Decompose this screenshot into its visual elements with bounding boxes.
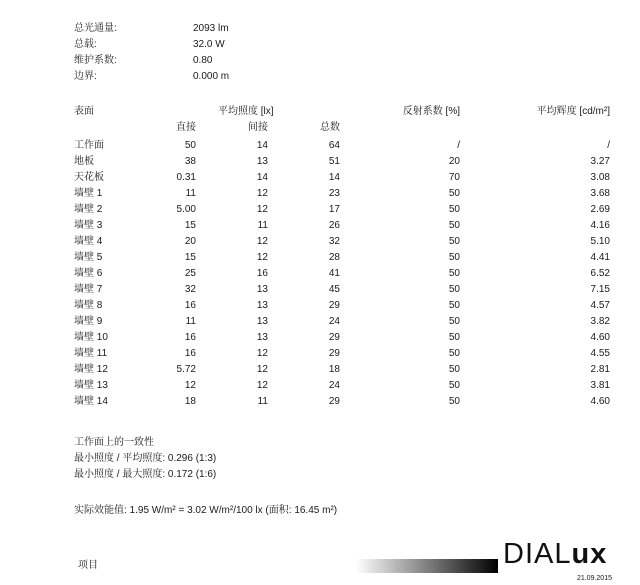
table-row [0, 396, 640, 412]
row-luminance: 6.52 [590, 268, 610, 279]
table-row [0, 332, 640, 348]
row-surface: 墙壁 4 [74, 236, 103, 247]
row-reflectance: 50 [448, 396, 460, 407]
row-indirect: 12 [256, 364, 268, 375]
dialux-logo [503, 538, 607, 570]
row-reflectance: 50 [448, 220, 460, 231]
row-reflectance: 20 [448, 156, 460, 167]
summary-label: 维护系数: [74, 55, 117, 66]
table-row [0, 140, 640, 156]
row-surface: 墙壁 9 [74, 316, 103, 327]
table-row [0, 364, 640, 380]
row-surface: 墙壁 10 [74, 332, 108, 343]
row-direct: 11 [185, 316, 196, 327]
table-row [0, 300, 640, 316]
summary-value: 2093 lm [193, 23, 229, 34]
row-reflectance: 50 [448, 348, 460, 359]
row-surface: 墙壁 12 [74, 364, 108, 375]
row-total: 17 [328, 204, 340, 215]
row-direct: 38 [184, 156, 196, 167]
row-luminance: 4.57 [590, 300, 610, 311]
summary-label: 总光通量: [74, 23, 117, 34]
row-luminance: 3.27 [590, 156, 610, 167]
summary-value: 0.80 [193, 55, 213, 66]
row-direct: 16 [184, 300, 196, 311]
row-luminance: / [607, 140, 610, 151]
header-avg-illuminance: 平均照度 [lx] [218, 106, 274, 117]
row-direct: 16 [184, 332, 196, 343]
table-row [0, 380, 640, 396]
row-direct: 50 [184, 140, 196, 151]
header-direct: 直接 [176, 122, 196, 133]
row-total: 32 [328, 236, 340, 247]
table-row [0, 220, 640, 236]
row-total: 29 [328, 332, 340, 343]
row-total: 51 [328, 156, 340, 167]
row-surface: 墙壁 14 [74, 396, 108, 407]
row-luminance: 3.08 [590, 172, 610, 183]
row-reflectance: 50 [448, 284, 460, 295]
row-total: 41 [328, 268, 340, 279]
row-total: 29 [328, 396, 340, 407]
row-reflectance: 50 [448, 300, 460, 311]
table-row [0, 316, 640, 332]
row-reflectance: 50 [448, 316, 460, 327]
uniformity-title: 工作面上的一致性 [74, 437, 154, 448]
row-surface: 墙壁 6 [74, 268, 103, 279]
summary-value: 32.0 W [193, 39, 225, 50]
table-row [0, 236, 640, 252]
row-indirect: 11 [257, 220, 268, 231]
table-row [0, 348, 640, 364]
row-total: 18 [328, 364, 340, 375]
header-avg-luminance: 平均辉度 [cd/m²] [536, 106, 610, 117]
row-indirect: 13 [256, 300, 268, 311]
row-direct: 0.31 [176, 172, 196, 183]
row-indirect: 12 [256, 204, 268, 215]
row-indirect: 11 [257, 396, 268, 407]
row-total: 45 [328, 284, 340, 295]
efficiency-text: 实际效能值: 1.95 W/m² = 3.02 W/m²/100 lx (面积: 16.45 m²) [74, 505, 338, 516]
row-indirect: 12 [256, 380, 268, 391]
logo-light-text: DIAL [503, 538, 572, 570]
row-total: 23 [328, 188, 340, 199]
row-total: 28 [328, 252, 340, 263]
row-luminance: 3.82 [590, 316, 610, 327]
row-total: 14 [328, 172, 340, 183]
row-luminance: 5.10 [590, 236, 610, 247]
row-total: 64 [328, 140, 340, 151]
row-reflectance: 50 [448, 332, 460, 343]
row-direct: 5.72 [176, 364, 196, 375]
row-luminance: 3.68 [590, 188, 610, 199]
row-reflectance: 50 [448, 380, 460, 391]
row-surface: 地板 [74, 156, 94, 167]
row-reflectance: 70 [448, 172, 460, 183]
uniformity-min-avg: 最小照度 / 平均照度: 0.296 (1:3) [74, 453, 217, 464]
row-reflectance: 50 [448, 204, 460, 215]
row-indirect: 14 [256, 140, 268, 151]
table-row [0, 204, 640, 220]
row-luminance: 4.60 [590, 332, 610, 343]
row-reflectance: 50 [448, 364, 460, 375]
row-reflectance: 50 [448, 268, 460, 279]
row-direct: 12 [184, 380, 196, 391]
row-indirect: 16 [256, 268, 268, 279]
row-surface: 墙壁 5 [74, 252, 103, 263]
row-total: 24 [328, 316, 340, 327]
table-row [0, 252, 640, 268]
row-luminance: 4.41 [590, 252, 610, 263]
row-surface: 墙壁 7 [74, 284, 103, 295]
row-surface: 墙壁 8 [74, 300, 103, 311]
row-direct: 25 [184, 268, 196, 279]
row-luminance: 4.55 [590, 348, 610, 359]
row-indirect: 14 [256, 172, 268, 183]
header-total: 总数 [320, 122, 340, 133]
row-luminance: 2.81 [590, 364, 610, 375]
row-direct: 11 [185, 188, 196, 199]
row-indirect: 13 [256, 332, 268, 343]
table-row [0, 172, 640, 188]
row-direct: 5.00 [176, 204, 196, 215]
row-indirect: 13 [256, 156, 268, 167]
row-indirect: 12 [256, 252, 268, 263]
summary-label: 边界: [74, 71, 97, 82]
row-luminance: 3.81 [590, 380, 610, 391]
header-indirect: 间接 [248, 122, 268, 133]
table-row [0, 268, 640, 284]
row-reflectance: 50 [448, 252, 460, 263]
row-surface: 墙壁 1 [74, 188, 103, 199]
summary-value: 0.000 m [193, 71, 230, 82]
row-total: 29 [328, 348, 340, 359]
row-luminance: 4.16 [590, 220, 610, 231]
table-row [0, 156, 640, 172]
table-row [0, 188, 640, 204]
row-luminance: 7.15 [590, 284, 610, 295]
row-surface: 墙壁 3 [74, 220, 103, 231]
row-total: 24 [328, 380, 340, 391]
row-direct: 15 [184, 252, 196, 263]
row-indirect: 13 [256, 316, 268, 327]
gradient-bar [356, 559, 498, 573]
row-total: 29 [328, 300, 340, 311]
row-direct: 18 [184, 396, 196, 407]
row-indirect: 12 [256, 348, 268, 359]
row-reflectance: / [457, 140, 460, 151]
row-direct: 20 [184, 236, 196, 247]
row-total: 26 [328, 220, 340, 231]
row-surface: 墙壁 2 [74, 204, 103, 215]
row-luminance: 4.60 [590, 396, 610, 407]
row-indirect: 13 [256, 284, 268, 295]
row-surface: 天花板 [74, 172, 104, 183]
row-direct: 32 [184, 284, 196, 295]
row-surface: 墙壁 11 [74, 348, 108, 359]
summary-label: 总载: [74, 39, 97, 50]
row-direct: 15 [184, 220, 196, 231]
row-luminance: 2.69 [590, 204, 610, 215]
row-direct: 16 [184, 348, 196, 359]
uniformity-min-max: 最小照度 / 最大照度: 0.172 (1:6) [74, 469, 217, 480]
header-surface: 表面 [74, 106, 94, 117]
logo-bold-text: ux [571, 538, 608, 570]
row-indirect: 12 [256, 236, 268, 247]
row-surface: 工作面 [74, 140, 104, 151]
footer-date: 21.09.2015 [576, 575, 612, 582]
row-reflectance: 50 [448, 188, 460, 199]
header-reflectance: 反射系数 [%] [402, 106, 460, 117]
table-row [0, 284, 640, 300]
project-label: 项目 [78, 560, 98, 571]
row-surface: 墙壁 13 [74, 380, 108, 391]
row-reflectance: 50 [448, 236, 460, 247]
row-indirect: 12 [256, 188, 268, 199]
